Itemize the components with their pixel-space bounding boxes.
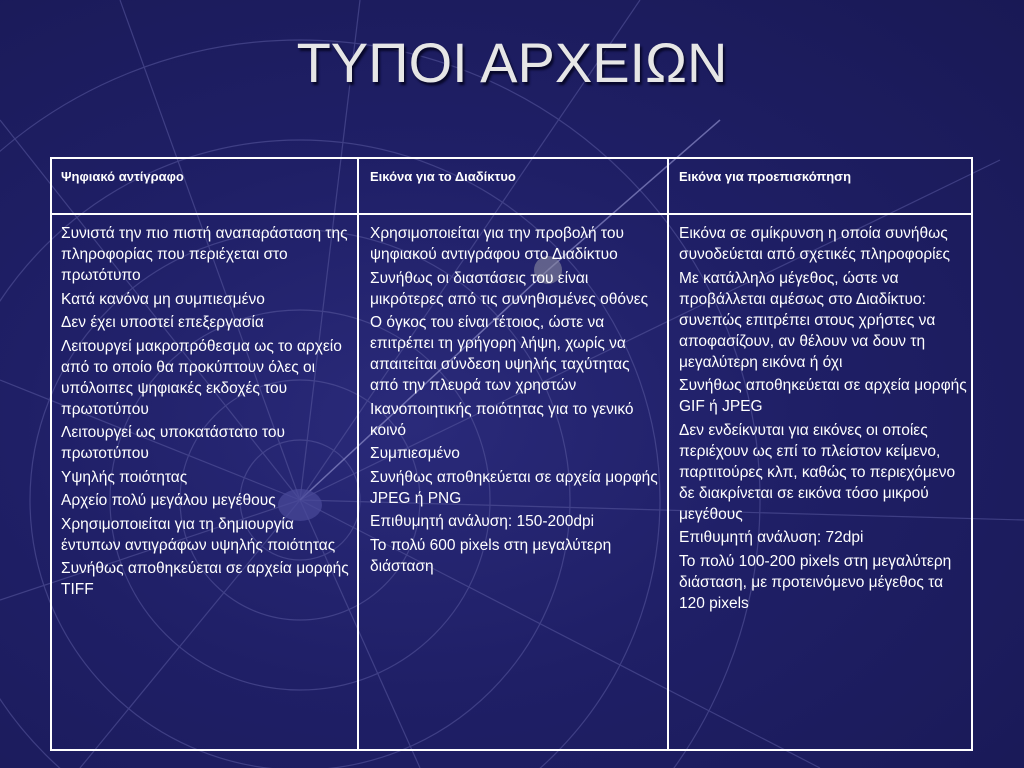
list-item: Χρησιμοποιείται για τη δημιουργία έντυπων αντιγράφων υψηλής ποιότητας	[61, 515, 336, 554]
column-divider	[667, 159, 669, 749]
list-item: Το πολύ 100-200 pixels στη μεγαλύτερη διάσταση, με προτεινόμενο μέγεθος τα 120 pixels	[679, 552, 952, 612]
cell-digital-copy	[61, 223, 351, 603]
list-item: Επιθυμητή ανάλυση: 150-200dpi	[370, 513, 595, 530]
list-item: Επιθυμητή ανάλυση: 72dpi	[679, 529, 864, 546]
list-item: Συνιστά την πιο πιστή αναπαράσταση της πληροφορίας που περιέχεται στο πρωτότυπο	[61, 225, 348, 284]
list-item: Συνήθως αποθηκεύεται σε αρχεία μορφής TIFF	[61, 560, 349, 598]
list-item: Συνήθως αποθηκεύεται σε αρχεία μορφής GIF ή JPEG	[679, 377, 967, 415]
list-item: Συνήθως αποθηκεύεται σε αρχεία μορφής JPEG ή PNG	[370, 468, 658, 507]
header-digital-copy: Ψηφιακό αντίγραφο	[61, 169, 184, 184]
list-item: Εικόνα σε σμίκρυνση η οποία συνήθως συνοδεύεται από σχετικές πληροφορίες	[679, 225, 950, 263]
list-item: Αρχείο πολύ μεγάλου μεγέθους	[61, 492, 276, 509]
file-types-table	[50, 157, 973, 751]
list-item: Ο όγκος του είναι τέτοιος, ώστε να επιτρέπει τη γρήγορη λήψη, χωρίς να απαιτείται σύνδεση υψηλής ταχύτητας από την πλευρά των χρηστών	[370, 314, 630, 394]
list-item: Συνήθως οι διαστάσεις του είναι μικρότερες από τις συνηθισμένες οθόνες	[370, 269, 649, 308]
list-item: Κατά κανόνα μη συμπιεσμένο	[61, 290, 265, 308]
list-item: Ικανοποιητικής ποιότητας για το γενικό κοινό	[370, 400, 634, 439]
list-item: Λειτουργεί ως υποκατάστατο του πρωτοτύπου	[61, 424, 286, 462]
column-divider	[357, 159, 359, 749]
list-item: Λειτουργεί μακροπρόθεσμα ως το αρχείο από το οποίο θα προκύπτουν όλες οι υπόλοιπες ψηφιακές εκδοχές του πρωτοτύπου	[61, 337, 342, 418]
header-divider	[52, 213, 971, 215]
header-web-image: Εικόνα για το Διαδίκτυο	[370, 169, 516, 184]
list-item: Το πολύ 600 pixels στη μεγαλύτερη διάσταση	[370, 536, 612, 575]
list-item: Συμπιεσμένο	[370, 445, 460, 462]
list-item: Με κατάλληλο μέγεθος, ώστε να προβάλλεται αμέσως στο Διαδίκτυο: συνεπώς επιτρέπει στους χρήστες να αποφασίζουν, αν θέλουν να δουν τη μεγαλύτερη εικόνα ή όχι	[679, 269, 936, 371]
cell-preview-image	[679, 223, 969, 616]
list-item: Δεν ενδείκνυται για εικόνες οι οποίες περιέχουν ως επί το πλείστον κείμενο, παρτιτούρες κλπ, καθώς το περιεχόμενο δε διακρίνεται σε εικόνα τόσο μικρού μεγέθους	[679, 421, 956, 523]
header-preview-image: Εικόνα για προεπισκόπηση	[679, 169, 852, 184]
list-item: Υψηλής ποιότητας	[61, 468, 188, 486]
list-item: Δεν έχει υποστεί επεξεργασία	[61, 314, 264, 331]
cell-web-image	[370, 223, 660, 579]
list-item: Χρησιμοποιείται για την προβολή του ψηφιακού αντιγράφου στο Διαδίκτυο	[370, 225, 624, 263]
slide-title: ΤΥΠΟΙ ΑΡΧΕΙΩΝ	[296, 31, 728, 94]
